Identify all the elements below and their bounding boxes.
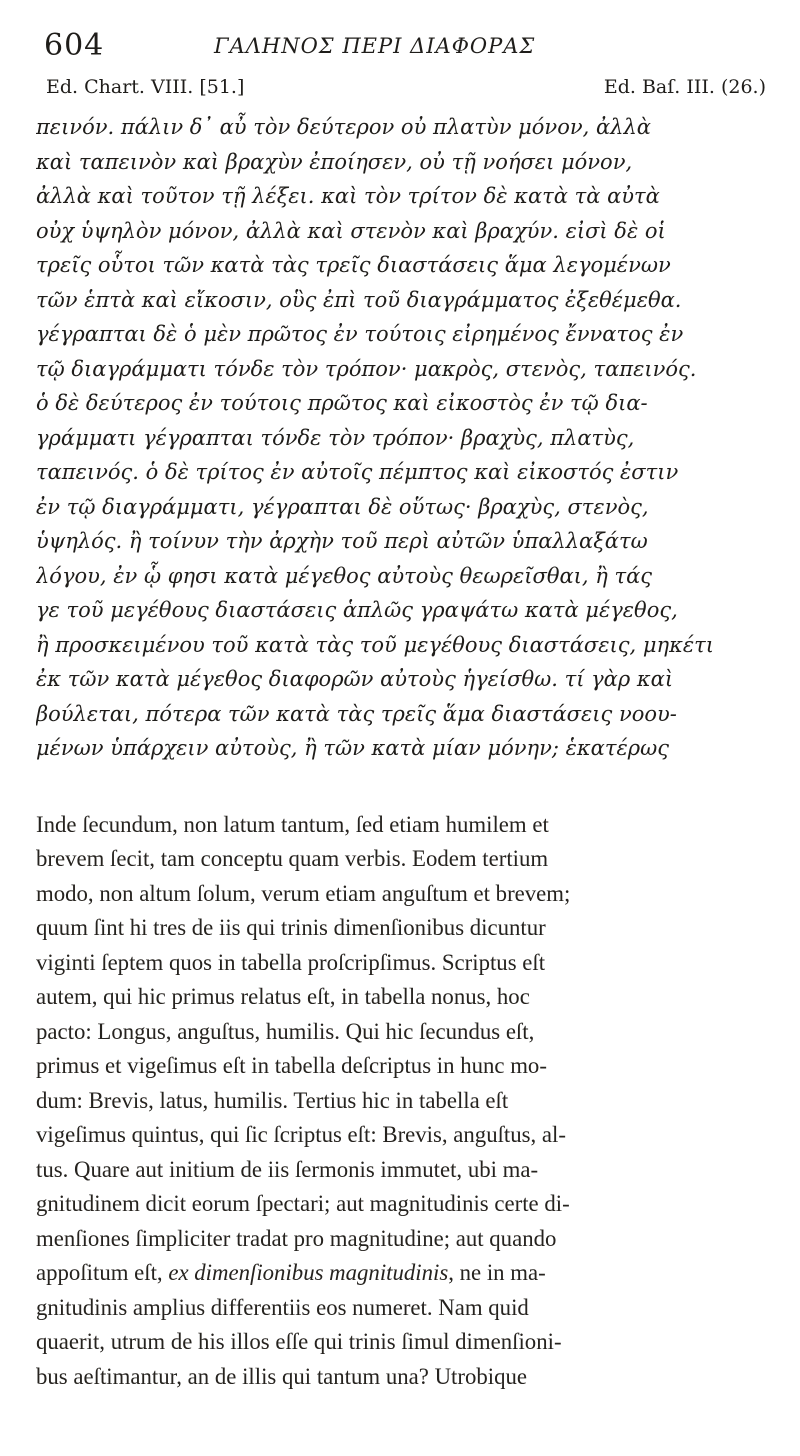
latin-line: quum ſint hi tres de iis qui trinis dimenſionibus dicuntur [36,915,546,940]
latin-line: bus aeſtimantur, an de illis qui tantum una? Utrobique [36,1363,528,1389]
page-header [36,14,768,74]
greek-line: ἀλλὰ καὶ τοῦτον τῇ λέξει. καὶ τὸν τρίτον δὲ κατὰ τὰ αὐτὰ [36,184,660,208]
greek-line: τρεῖς οὗτοι τῶν κατὰ τὰς τρεῖς διαστάσεις ἅμα λεγομένων [36,253,671,277]
latin-line-with-italic [36,1256,768,1291]
latin-line: primus et vigeſimus eſt in tabella deſcriptus in hunc mo- [36,1053,547,1078]
greek-line: μένων ὑπάρχειν αὐτοὺς, ἢ τῶν κατὰ μίαν μόνην; ἑκατέρως [36,736,669,760]
latin-line-start: appoſitum eſt, [36,1260,163,1285]
greek-line: ἐν τῷ διαγράμματι, γέγραπται δὲ οὕτως· βραχὺς, στενὸς, [36,494,649,519]
greek-line: γράμματι γέγραπται τόνδε τὸν τρόπον· βραχὺς, πλατὺς, [36,425,635,450]
edition-chartier: Ed. Chart. VIII. [51.] [46,76,245,98]
latin-line: Inde ſecundum, non latum tantum, ſed etiam humilem et [36,811,549,837]
latin-line: gnitudinis amplius differentiis eos numeret. Nam quid [36,1294,529,1320]
greek-line: βούλεται, πότερα τῶν κατὰ τὰς τρεῖς ἅμα διαστάσεις νοου- [36,701,677,726]
book-page [36,14,768,1444]
greek-line: ἐκ τῶν κατὰ μέγεθος διαφορῶν αὐτοὺς ἡγείσθω. τί γὰρ καὶ [36,667,674,691]
latin-line: dum: Brevis, latus, humilis. Tertius hic in tabella eſt [36,1087,509,1113]
latin-line: gnitudinem dicit eorum ſpectari; aut magnitudinis certe di- [36,1191,570,1216]
greek-line: ὑψηλός. ἢ τοίνυν τὴν ἀρχὴν τοῦ περὶ αὐτῶν ὑπαλλαξάτω [36,529,648,553]
latin-line: vigeſimus quintus, qui ſic ſcriptus eſt: Brevis, anguſtus, al- [36,1122,566,1147]
latin-line: viginti ſeptem quos in tabella proſcripſimus. Scriptus eſt [36,949,546,975]
greek-text-block [36,110,768,766]
greek-line: καὶ ταπεινὸν καὶ βραχὺν ἐποίησεν, οὐ τῇ νοήσει μόνον, [36,149,633,174]
latin-line: quaerit, utrum de his illos eſſe qui trinis ſimul dimenſioni- [36,1329,562,1354]
latin-line: pacto: Longus, anguſtus, humilis. Qui hic ſecundus eſt, [36,1018,535,1044]
greek-line: ἢ προσκειμένου τοῦ κατὰ τὰς τοῦ μεγέθους διαστάσεις, μηκέτι [36,632,714,657]
greek-line: γε τοῦ μεγέθους διαστάσεις ἁπλῶς γραψάτω κατὰ μέγεθος, [36,598,678,622]
latin-line: brevem ſecit, tam conceptu quam verbis. Eodem tertium [36,846,549,871]
latin-line-end: , ne in ma- [448,1260,546,1285]
page-number: 604 [44,28,105,63]
greek-line: ταπεινός. ὁ δὲ τρίτος ἐν αὐτοῖς πέμπτος καὶ εἰκοστός ἐστιν [36,460,679,484]
greek-line: πεινόν. πάλιν δ᾽ αὖ τὸν δεύτερον οὐ πλατὺν μόνον, ἀλλὰ [36,115,651,139]
latin-line: tus. Quare aut initium de iis ſermonis immutet, ubi ma- [36,1156,539,1182]
latin-line: autem, qui hic primus relatus eſt, in tabella nonus, hoc [36,984,530,1009]
italic-phrase: ex dimenſionibus magnitudinis [168,1260,449,1285]
greek-line: οὐχ ὑψηλὸν μόνον, ἀλλὰ καὶ στενὸν καὶ βραχύν. εἰσὶ δὲ οἱ [36,218,666,243]
running-title: ΓΑΛΗΝΟΣ ΠΕΡΙ ΔΙΑΦΟΡΑΣ [214,34,536,58]
greek-line: γέγραπται δὲ ὁ μὲν πρῶτος ἐν τούτοις εἰρημένος ἔννατος ἐν [36,322,684,346]
edition-basel: Ed. Baſ. III. (26.) [603,76,766,98]
greek-line: τῷ διαγράμματι τόνδε τὸν τρόπον· μακρὸς, στενὸς, ταπεινός. [36,356,697,381]
greek-line: τῶν ἑπτὰ καὶ εἴκοσιν, οὓς ἐπὶ τοῦ διαγράμματος ἐξεθέμεθα. [36,287,682,312]
latin-line: menſiones ſimpliciter tradat pro magnitudine; aut quando [36,1225,557,1251]
edition-references [36,74,768,110]
latin-line: modo, non altum ſolum, verum etiam anguſtum et brevem; [36,880,571,906]
latin-text-block [36,808,768,1395]
greek-line: λόγου, ἐν ᾧ φησι κατὰ μέγεθος αὐτοὺς θεωρεῖσθαι, ἢ τάς [36,563,653,588]
greek-line: ὁ δὲ δεύτερος ἐν τούτοις πρῶτος καὶ εἰκοστὸς ἐν τῷ δια- [36,391,648,415]
